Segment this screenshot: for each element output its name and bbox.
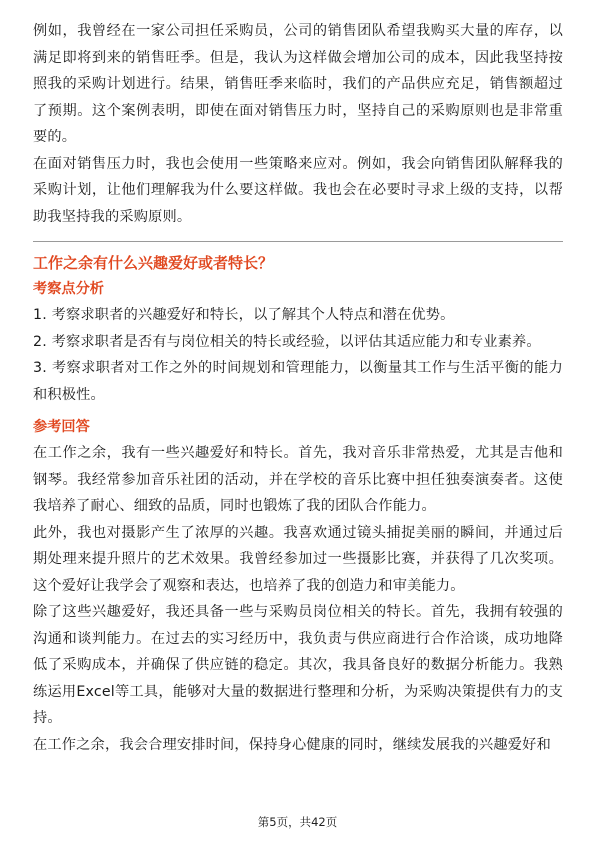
answer-paragraph: 除了这些兴趣爱好，我还具备一些与采购员岗位相关的特长。首先，我拥有较强的沟通和谈判能力。在过去的实习经历中，我负责与供应商进行合作洽谈，成功地降低了采购成本，并确保了供应链的稳定。其次，我具备良好的数据分析能力。我熟练运用Excel等工具，能够对大量的数据进行整理和分析，为采购决策提供有力的支持。 xyxy=(33,604,563,726)
interview-question: 工作之余有什么兴趣爱好或者特长？ xyxy=(33,254,274,272)
answer-paragraph: 此外，我也对摄影产生了浓厚的兴趣。我喜欢通过镜头捕捉美丽的瞬间，并通过后期处理来提升照片的艺术效果。我曾经参加过一些摄影比赛，并获得了几次奖项。这个爱好让我学会了观察和表达，也培养了我的创造力和审美能力。 xyxy=(33,524,563,594)
analysis-point: 2. 考察求职者是否有与岗位相关的特长或经验，以评估其适应能力和专业素养。 xyxy=(33,333,541,350)
answer-paragraph: 在工作之余，我有一些兴趣爱好和特长。首先，我对音乐非常热爱，尤其是吉他和钢琴。我经常参加音乐社团的活动，并在学校的音乐比赛中担任独奏演奏者。这使我培养了耐心、细致的品质，同时也锻炼了我的团队合作能力。 xyxy=(33,445,563,514)
intro-paragraph: 在面对销售压力时，我也会使用一些策略来应对。例如，我会向销售团队解释我的采购计划，让他们理解我为什么要这样做。我也会在必要时寻求上级的支持，以帮助我坚持我的采购原则。 xyxy=(33,155,563,225)
analysis-label: 考察点分析 xyxy=(33,281,104,297)
analysis-point: 1. 考察求职者的兴趣爱好和特长，以了解其个人特点和潜在优势。 xyxy=(33,307,455,323)
page-number-footer: 第5页，共42页 xyxy=(257,815,338,829)
answer-paragraph: 在工作之余，我会合理安排时间，保持身心健康的同时，继续发展我的兴趣爱好和 xyxy=(33,736,551,753)
analysis-point: 3. 考察求职者对工作之外的时间规划和管理能力，以衡量其工作与生活平衡的能力和积极性。 xyxy=(33,360,563,403)
answer-label: 参考回答 xyxy=(33,419,90,435)
section-divider xyxy=(33,241,563,242)
intro-paragraph: 例如，我曾经在一家公司担任采购员，公司的销售团队希望我购买大量的库存，以满足即将到来的销售旺季。但是，我认为这样做会增加公司的成本，因此我坚持按照我的采购计划进行。结果，销售旺季来临时，我们的产品供应充足，销售额超过了预期。这个案例表明，即使在面对销售压力时，坚持自己的采购原则也是非常重要的。 xyxy=(33,23,563,145)
document-page xyxy=(33,18,563,758)
